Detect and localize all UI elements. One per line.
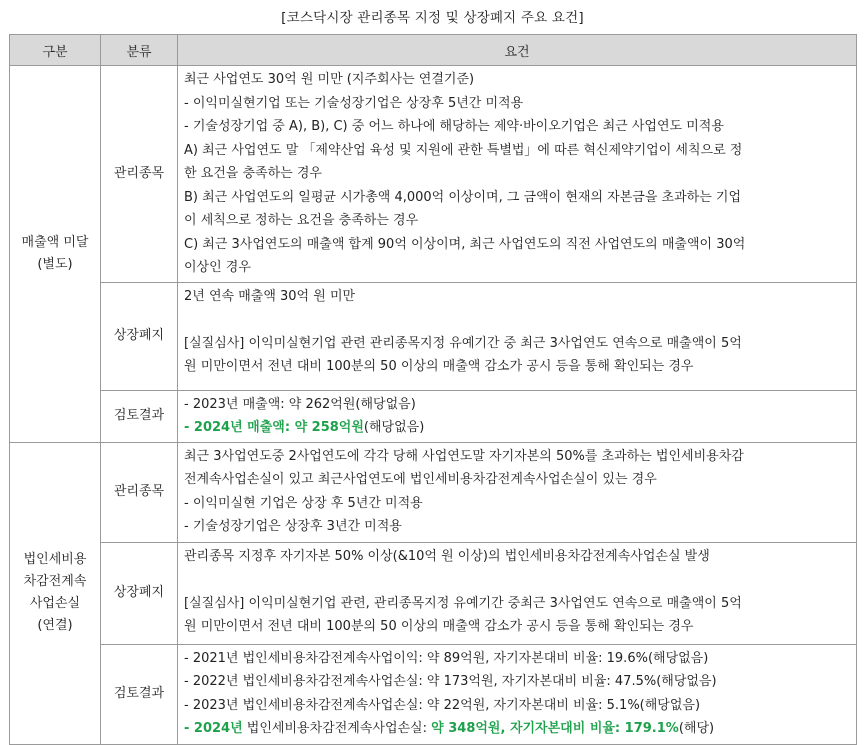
- highlight-text: - 2024년: [184, 721, 243, 736]
- review-line: - 2021년 법인세비용차감전계속사업이익: 약 89억원, 자기자본대비 비율: 19.6%(해당없음): [184, 650, 709, 666]
- review-line: - 2023년 법인세비용차감전계속사업손실: 약 22억원, 자기자본대비 비율: 5.1%(해당없음): [184, 697, 701, 713]
- table-row: [10, 282, 857, 390]
- highlight-text: - 2024년 매출액: 약 258억원: [184, 420, 364, 435]
- sub-label-management: 관리종목: [101, 442, 178, 542]
- table-row: [10, 66, 857, 283]
- table-row: [10, 442, 857, 542]
- group-label-pretax-loss: 법인세비용 차감전계속 사업손실 (연결): [10, 442, 101, 744]
- review-line: - 2022년 법인세비용차감전계속사업손실: 약 173억원, 자기자본대비 비율: 47.5%(해당없음): [184, 674, 717, 689]
- sub-label-review: 검토결과: [101, 390, 178, 442]
- requirement-management-pretax-loss: [178, 442, 857, 542]
- table-row: [10, 390, 857, 442]
- requirement-delisting-revenue: [178, 282, 857, 390]
- requirement-delisting-pretax-loss: [178, 542, 857, 644]
- group-label-revenue: 매출액 미달 (별도): [10, 66, 101, 443]
- requirement-line: B) 최근 사업연도의 일평균 시가총액 4,000억 이상이며, 그 금액이 현재의 자본금을 초과하는 기업: [184, 189, 742, 205]
- review-result-revenue: [178, 390, 857, 442]
- header-classification: 분류: [101, 35, 178, 66]
- requirement-line: [실질심사] 이익미실현기업 관련, 관리종목지정 유예기간 중최근 3사업연도 연속으로 매출액이 5억: [184, 595, 742, 611]
- sub-label-delisting: 상장폐지: [101, 282, 178, 390]
- review-result-pretax-loss: [178, 644, 857, 744]
- requirement-line: 최근 사업연도 30억 원 미만 (지주회사는 연결기준): [184, 72, 475, 87]
- sub-label-delisting: 상장폐지: [101, 542, 178, 644]
- requirement-line: - 이익미실현 기업은 상장 후 5년간 미적용: [184, 495, 423, 511]
- sub-label-review: 검토결과: [101, 644, 178, 744]
- table-header-row: [10, 35, 857, 66]
- requirement-line: 관리종목 지정후 자기자본 50% 이상(&10억 원 이상)의 법인세비용차감전계속사업손실 발생: [184, 548, 710, 564]
- review-line: - 2024년 법인세비용차감전계속사업손실: 약 348억원, 자기자본대비 비율: 179.1%(해당): [184, 721, 715, 736]
- table-row: [10, 542, 857, 644]
- highlight-text: 약 348억원, 자기자본대비 비율: 179.1%: [431, 721, 679, 736]
- sub-label-management: 관리종목: [101, 66, 178, 283]
- table-title: [코스닥시장 관리종목 지정 및 상장폐지 주요 요건]: [281, 10, 584, 26]
- requirement-line: - 기술성장기업은 상장후 3년간 미적용: [184, 519, 402, 534]
- table-row: [10, 644, 857, 744]
- requirement-line: C) 최근 3사업연도의 매출액 합계 90억 이상이며, 최근 사업연도의 직전 사업연도의 매출액이 30억: [184, 236, 746, 252]
- requirement-line: A) 최근 사업연도 말 「제약산업 육성 및 지원에 관한 특별법」에 따른 혁신제약기업이 세칙으로 정: [184, 142, 743, 158]
- requirement-line: [실질심사] 이익미실현기업 관련 관리종목지정 유예기간 중 최근 3사업연도 연속으로 매출액이 5억: [184, 335, 742, 351]
- requirement-line: 최근 3사업연도중 2사업연도에 각각 당해 사업연도말 자기자본의 50%를 초과하는 법인세비용차감: [184, 448, 744, 464]
- requirement-line: 원 미만이면서 전년 대비 100분의 50 이상의 매출액 감소가 공시 등을 통해 확인되는 경우: [184, 359, 694, 374]
- header-category: 구분: [10, 35, 101, 66]
- requirement-line: 2년 연속 매출액 30억 원 미만: [184, 288, 356, 304]
- requirement-line: 원 미만이면서 전년 대비 100분의 50 이상의 매출액 감소가 공시 등을 통해 확인되는 경우: [184, 619, 694, 634]
- requirement-management-revenue: [178, 66, 857, 283]
- requirement-line: 전계속사업손실이 있고 최근사업연도에 법인세비용차감전계속사업손실이 있는 경우: [184, 472, 657, 487]
- requirement-line: 이상인 경우: [184, 260, 251, 275]
- requirement-line: 이 세칙으로 정하는 요건을 충족하는 경우: [184, 213, 419, 228]
- requirement-line: - 이익미실현기업 또는 기술성장기업은 상장후 5년간 미적용: [184, 95, 524, 111]
- requirement-line: 한 요건을 충족하는 경우: [184, 166, 322, 181]
- requirement-line: - 기술성장기업 중 A), B), C) 중 어느 하나에 해당하는 제약·바이오기업은 최근 사업연도 미적용: [184, 119, 724, 134]
- review-line: - 2024년 매출액: 약 258억원(해당없음): [184, 420, 425, 435]
- header-requirements: 요건: [178, 35, 857, 66]
- requirements-table: [9, 34, 857, 745]
- review-line: - 2023년 매출액: 약 262억원(해당없음): [184, 396, 416, 412]
